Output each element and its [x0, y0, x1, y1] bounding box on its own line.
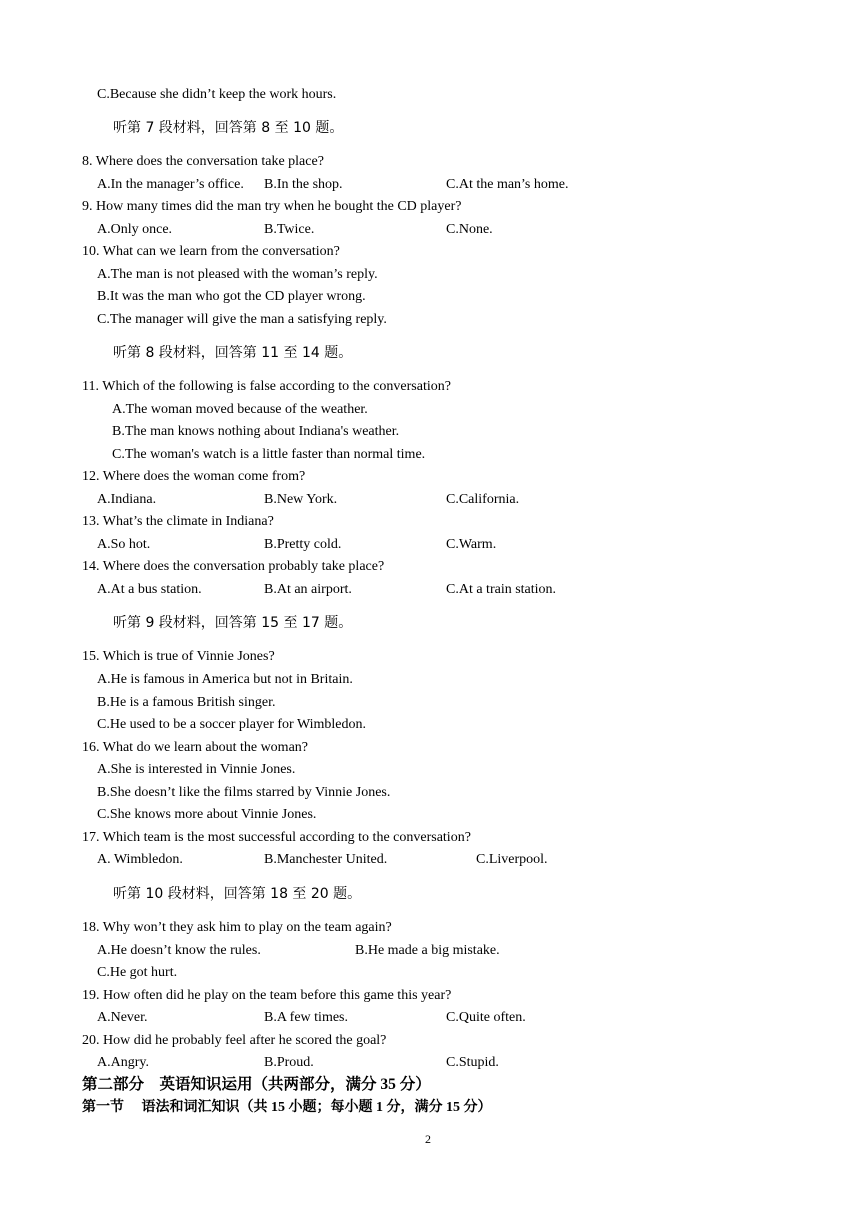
- question-13: 13. What’s the climate in Indiana?: [82, 514, 274, 529]
- option-a: A.Indiana.: [97, 492, 157, 507]
- option-c: C.At the man’s home.: [446, 177, 569, 192]
- option-a: A.Never.: [97, 1010, 148, 1025]
- option-a: A.She is interested in Vinnie Jones.: [97, 762, 296, 777]
- option-b: B.The man knows nothing about Indiana's weather.: [112, 424, 400, 439]
- part-heading: 第二部分 英语知识运用（共两部分，满分 35 分）: [82, 1076, 431, 1093]
- question-12: 12. Where does the woman come from?: [82, 469, 306, 484]
- option-c: C.He used to be a soccer player for Wimbledon.: [97, 717, 366, 732]
- option-b: B.At an airport.: [264, 582, 352, 597]
- option-b: B.Pretty cold.: [264, 537, 342, 552]
- option-c: C.The manager will give the man a satisfying reply.: [97, 312, 387, 327]
- option-c: C.Quite often.: [446, 1010, 526, 1025]
- question-11: 11. Which of the following is false according to the conversation?: [82, 379, 451, 394]
- section-instruction: 听第 7 段材料，回答第 8 至 10 题。: [113, 120, 344, 136]
- option-b: B.Proud.: [264, 1055, 314, 1070]
- option-a: A.Only once.: [97, 222, 173, 237]
- option-c: C.Because she didn’t keep the work hours.: [97, 87, 337, 102]
- option-a: A.So hot.: [97, 537, 151, 552]
- question-20: 20. How did he probably feel after he scored the goal?: [82, 1033, 387, 1048]
- option-a: A.The man is not pleased with the woman’s reply.: [97, 267, 378, 282]
- option-a: A.He doesn’t know the rules.: [97, 943, 261, 958]
- option-c: C.California.: [446, 492, 520, 507]
- question-9: 9. How many times did the man try when he bought the CD player?: [82, 199, 462, 214]
- question-19: 19. How often did he play on the team before this game this year?: [82, 988, 452, 1003]
- option-b: B.He made a big mistake.: [355, 943, 500, 958]
- option-a: A.At a bus station.: [97, 582, 202, 597]
- section-heading: 第一节 语法和词汇知识（共 15 小题；每小题 1 分，满分 15 分）: [82, 1100, 492, 1115]
- question-8: 8. Where does the conversation take place?: [82, 154, 324, 169]
- option-b: B.New York.: [264, 492, 338, 507]
- option-b: B.In the shop.: [264, 177, 343, 192]
- option-c: C.None.: [446, 222, 493, 237]
- option-b: B.It was the man who got the CD player wrong.: [97, 289, 366, 304]
- option-b: B.Twice.: [264, 222, 315, 237]
- option-c: C.Warm.: [446, 537, 497, 552]
- option-a: A.He is famous in America but not in Britain.: [97, 672, 353, 687]
- option-c: C.The woman's watch is a little faster than normal time.: [112, 447, 426, 462]
- option-b: B.She doesn’t like the films starred by Vinnie Jones.: [97, 785, 391, 800]
- option-b: B.Manchester United.: [264, 852, 388, 867]
- option-a: A.The woman moved because of the weather.: [112, 402, 368, 417]
- option-c: C.He got hurt.: [97, 965, 178, 980]
- section-instruction: 听第 10 段材料，回答第 18 至 20 题。: [113, 886, 362, 902]
- option-c: C.Stupid.: [446, 1055, 499, 1070]
- question-14: 14. Where does the conversation probably take place?: [82, 559, 385, 574]
- question-10: 10. What can we learn from the conversation?: [82, 244, 340, 259]
- question-17: 17. Which team is the most successful according to the conversation?: [82, 830, 471, 845]
- option-a: A.In the manager’s office.: [97, 177, 244, 192]
- page-number: 2: [425, 1132, 431, 1146]
- question-15: 15. Which is true of Vinnie Jones?: [82, 649, 275, 664]
- option-b: B.He is a famous British singer.: [97, 695, 276, 710]
- option-b: B.A few times.: [264, 1010, 348, 1025]
- option-c: C.At a train station.: [446, 582, 557, 597]
- option-c: C.She knows more about Vinnie Jones.: [97, 807, 317, 822]
- option-a: A. Wimbledon.: [97, 852, 183, 867]
- question-18: 18. Why won’t they ask him to play on the team again?: [82, 920, 392, 935]
- option-a: A.Angry.: [97, 1055, 149, 1070]
- section-instruction: 听第 9 段材料，回答第 15 至 17 题。: [113, 615, 353, 631]
- question-16: 16. What do we learn about the woman?: [82, 740, 309, 755]
- section-instruction: 听第 8 段材料，回答第 11 至 14 题。: [113, 345, 353, 361]
- option-c: C.Liverpool.: [476, 852, 548, 867]
